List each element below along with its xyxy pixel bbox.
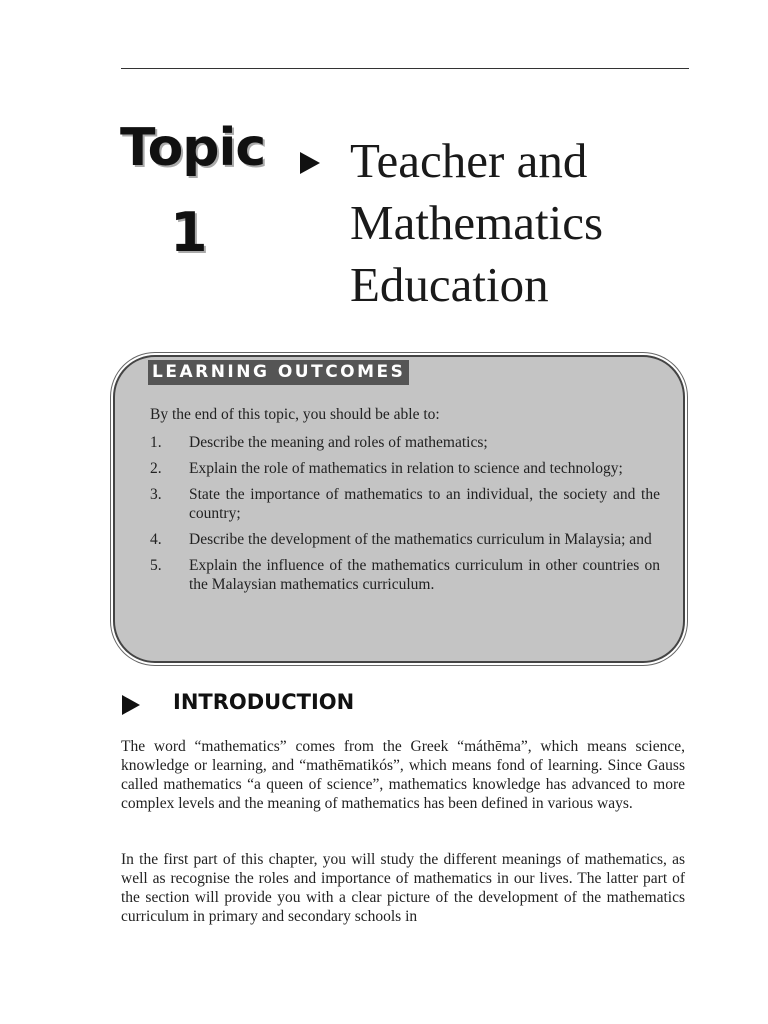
title-line: Mathematics: [350, 195, 604, 250]
outcome-number: 1.: [150, 434, 162, 451]
outcome-text: State the importance of mathematics to an individual, the society and the country;: [189, 486, 660, 522]
learning-outcomes-label: LEARNING OUTCOMES: [148, 360, 409, 385]
outcome-number: 2.: [150, 460, 162, 477]
title-line: Education: [350, 257, 549, 312]
outcome-number: 4.: [150, 531, 162, 548]
introduction-heading: INTRODUCTION: [173, 690, 355, 714]
outcome-item: [150, 556, 660, 594]
outcome-item: [150, 485, 660, 523]
outcome-item: [150, 433, 660, 452]
learning-outcomes-list: [150, 433, 660, 601]
topic-number: 1: [170, 201, 208, 264]
introduction-arrow-icon: [122, 695, 140, 715]
outcome-text: Describe the development of the mathematics curriculum in Malaysia; and: [189, 531, 652, 548]
introduction-paragraph: In the first part of this chapter, you will study the different meanings of mathematics, as well as recognise the roles and importance of mathematics in our lives. The latter part of the section will provide you with a clear picture of the development of the mathematics curriculum in primary and secondary schools in: [121, 851, 685, 925]
top-rule: [121, 68, 689, 69]
title-line: Teacher and: [350, 133, 588, 188]
outcome-text: Describe the meaning and roles of mathematics;: [189, 434, 488, 451]
outcome-number: 5.: [150, 557, 162, 574]
topic-title: [350, 130, 680, 316]
outcome-text: Explain the influence of the mathematics curriculum in other countries on the Malaysian mathematics curriculum.: [189, 557, 660, 593]
topic-label: Topic: [120, 118, 266, 178]
learning-outcomes-intro: By the end of this topic, you should be able to:: [150, 406, 440, 423]
outcome-text: Explain the role of mathematics in relation to science and technology;: [189, 460, 623, 477]
title-arrow-icon: [300, 152, 320, 174]
outcome-item: [150, 459, 660, 478]
outcome-number: 3.: [150, 486, 162, 503]
introduction-paragraph: The word “mathematics” comes from the Greek “máthēma”, which means science, knowledge or learning, and “mathēmatikós”, which means fond of learning. Since Gauss called mathematics “a queen of science”, mathematics knowledge has advanced to more complex levels and the meaning of mathematics has been defined in various ways.: [121, 738, 685, 812]
outcome-item: [150, 530, 660, 549]
